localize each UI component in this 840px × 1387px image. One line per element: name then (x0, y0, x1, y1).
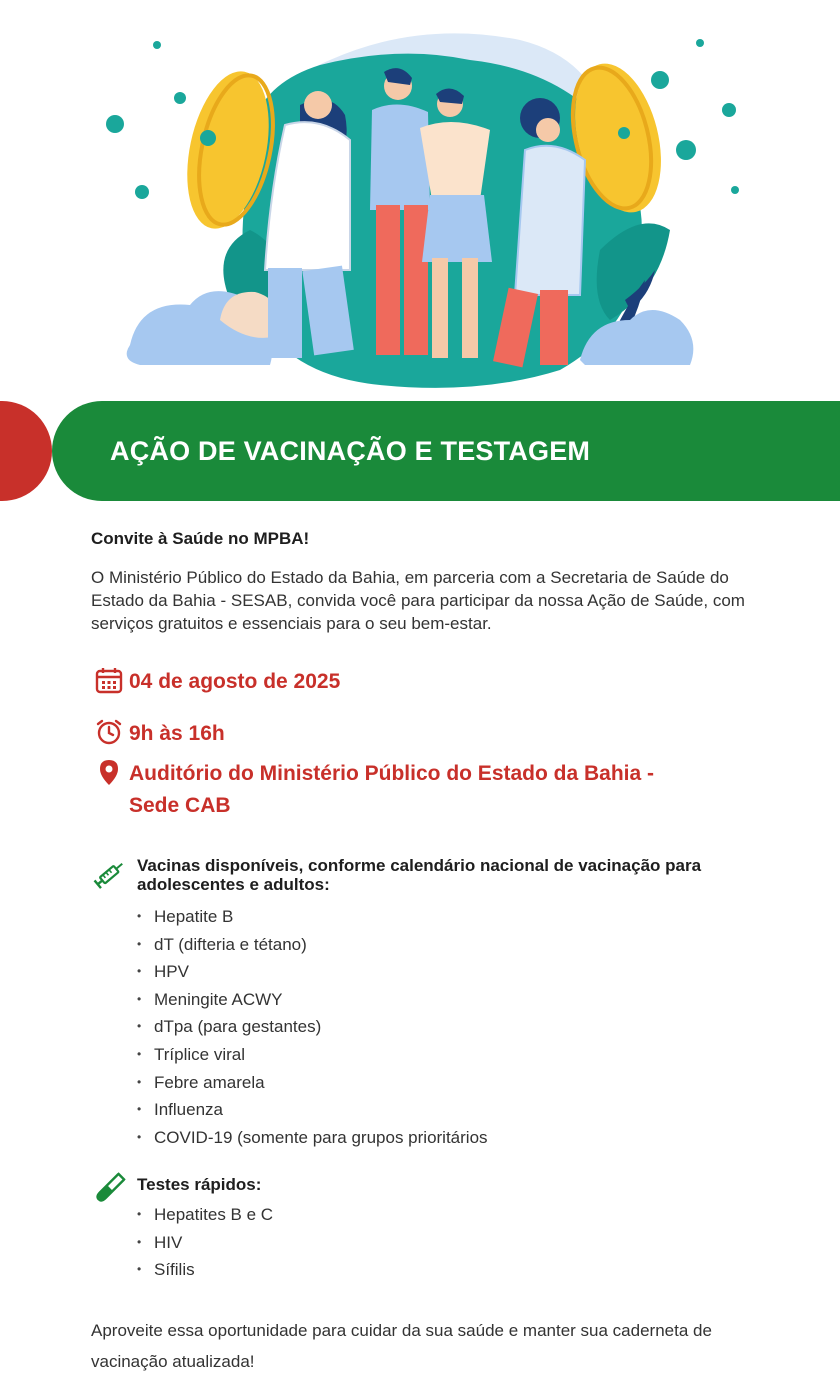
list-item: • COVID-19 (somente para grupos prioritários (137, 1124, 488, 1152)
list-item: • Meningite ACWY (137, 986, 488, 1014)
page-title: AÇÃO DE VACINAÇÃO E TESTAGEM (110, 436, 591, 466)
event-date-row (95, 666, 340, 698)
event-time-row (95, 718, 225, 750)
list-item: • Hepatite B (137, 903, 488, 931)
banner-accent-dot (0, 401, 52, 501)
tests-list (137, 1201, 273, 1284)
vaccines-list (137, 903, 488, 1151)
list-item: • Influenza (137, 1096, 488, 1124)
list-item: • HIV (137, 1229, 273, 1257)
figure-man (370, 68, 430, 355)
hero-illustration (0, 0, 840, 400)
list-item: • HPV (137, 958, 488, 986)
list-item: • dT (difteria e tétano) (137, 931, 488, 959)
list-item: • Tríplice viral (137, 1041, 488, 1069)
list-item: • dTpa (para gestantes) (137, 1013, 488, 1041)
event-time: 9h às 16h (129, 722, 225, 745)
closing-paragraph: Aproveite essa oportunidade para cuidar da sua saúde e manter sua caderneta de vacinação atualizada! (91, 1321, 712, 1371)
intro-paragraph: O Ministério Público do Estado da Bahia, em parceria com a Secretaria de Saúde do Estado da Bahia - SESAB, convida você para participar da nossa Ação de Saúde, com serviços gratuitos e essenciais para o seu bem-estar. (91, 568, 745, 633)
alarm-clock-icon (95, 718, 123, 746)
tests-heading: Testes rápidos: (137, 1175, 262, 1194)
list-item: • Hepatites B e C (137, 1201, 273, 1229)
vaccines-heading: Vacinas disponíveis, conforme calendário nacional de vacinação para adolescentes e adultos: (137, 856, 702, 894)
event-location: Auditório do Ministério Público do Estado da Bahia - Sede CAB (129, 762, 655, 817)
event-date: 04 de agosto de 2025 (129, 670, 341, 693)
test-tube-icon (92, 1170, 128, 1206)
syringe-icon (92, 856, 128, 892)
calendar-icon (95, 666, 123, 694)
list-item: • Febre amarela (137, 1069, 488, 1097)
list-item: • Sífilis (137, 1256, 273, 1284)
intro-heading: Convite à Saúde no MPBA! (91, 529, 310, 548)
event-location-row (95, 758, 695, 822)
map-pin-icon (95, 758, 123, 786)
vaccines-section (92, 856, 707, 894)
